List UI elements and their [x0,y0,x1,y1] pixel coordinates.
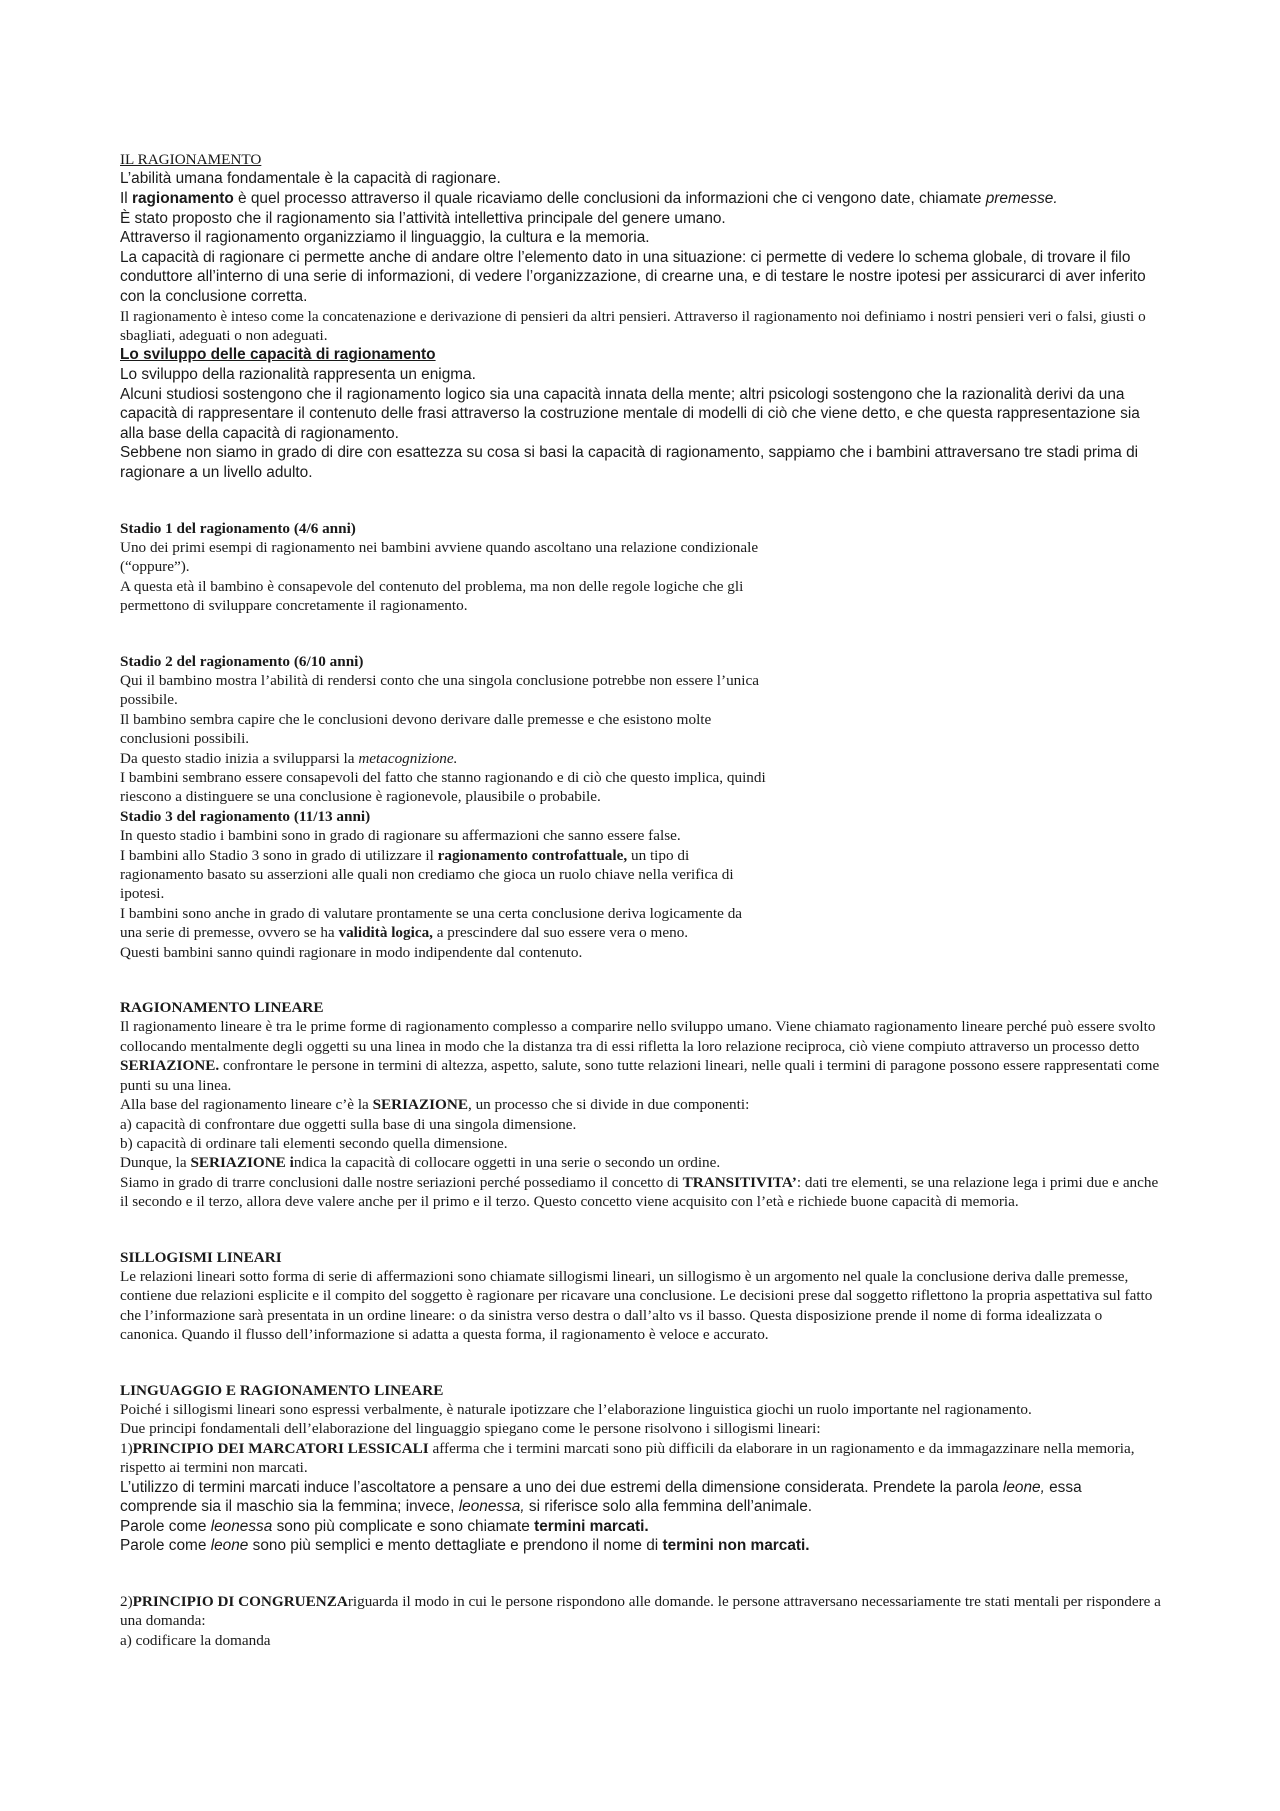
section-title-stadio1: Stadio 1 del ragionamento (4/6 anni) [120,519,356,537]
paragraph: Parole come leonessa sono più complicate e sono chiamate termini marcati. [120,1517,649,1535]
paragraph: Dunque, la SERIAZIONE indica la capacità di collocare oggetti in una serie o secondo un ordine. [120,1154,721,1172]
paragraph: Poiché i sillogismi lineari sono espressi verbalmente, è naturale ipotizzare che l’elaborazione linguistica giochi un ruolo importante nel ragionamento. [120,1400,1032,1418]
paragraph: Qui il bambino mostra l’abilità di rendersi conto che una singola conclusione potrebbe non essere l’unica possibile. [120,671,759,709]
paragraph: I bambini allo Stadio 3 sono in grado di utilizzare il ragionamento controfattuale, un tipo di ragionamento basato su asserzioni alle quali non crediamo che gioca un ruolo chiave nella verifica di ipotesi. [120,846,734,903]
section-title-ragionamento: IL RAGIONAMENTO [120,151,262,168]
paragraph: 2)PRINCIPIO DI CONGRUENZAriguarda il modo in cui le persone rispondono alle domande. le persone attraversano necessariamente tre stati mentali per rispondere a una domanda: [120,1592,1161,1630]
paragraph: È stato proposto che il ragionamento sia l’attività intellettiva principale del genere umano. [120,209,726,227]
section-title-stadio3: Stadio 3 del ragionamento (11/13 anni) [120,807,371,825]
paragraph: a) codificare la domanda [120,1631,271,1649]
paragraph: I bambini sono anche in grado di valutare prontamente se una certa conclusione deriva logicamente da una serie di premesse, ovvero se ha validità logica, a prescindere dal suo essere vera o meno. [120,904,743,942]
paragraph: Parole come leone sono più semplici e mento dettagliate e prendono il nome di termini non marcati. [120,1537,810,1555]
paragraph: L’utilizzo di termini marcati induce l’ascoltatore a pensare a uno dei due estremi della dimensione considerata. Prendete la parola leone, essa comprende sia il maschio sia la femmina; invece, leonessa, si riferisce solo alla femmina dell’animale. [120,1478,1082,1516]
paragraph: Alcuni studiosi sostengono che il ragionamento logico sia una capacità innata della mente; altri psicologi sostengono che la razionalità derivi da una capacità di rappresentare il contenuto delle frasi attraverso la costruzione mentale di modelli di ciò che viene detto, e che questa rappresentazione sia alla base della capacità di ragionamento. [120,385,1140,442]
section-title-sillogismi: SILLOGISMI LINEARI [120,1248,282,1266]
paragraph: A questa età il bambino è consapevole del contenuto del problema, ma non delle regole logiche che gli permettono di sviluppare concretamente il ragionamento. [120,577,744,615]
paragraph: Uno dei primi esempi di ragionamento nei bambini avviene quando ascoltano una relazione condizionale (“oppure”). [120,538,759,576]
paragraph: Lo sviluppo della razionalità rappresenta un enigma. [120,365,476,383]
paragraph: Siamo in grado di trarre conclusioni dalle nostre seriazioni perché possediamo il concetto di TRANSITIVITA’: dati tre elementi, se una relazione lega i primi due e anche il secondo e il terzo, allora deve valere anche per il primo e il terzo. Questo concetto viene acquisito con l’età e richiede buone capacità di memoria. [120,1173,1159,1211]
section-title-linguaggio: LINGUAGGIO E RAGIONAMENTO LINEARE [120,1381,444,1399]
paragraph: b) capacità di ordinare tali elementi secondo quella dimensione. [120,1134,508,1152]
paragraph: La capacità di ragionare ci permette anche di andare oltre l’elemento dato in una situazione: ci permette di vedere lo schema globale, di trovare il filo conduttore all’interno di una serie di informazioni, di vedere l’organizzazione, di crearne una, e di testare le nostre ipotesi per assicurarci di aver inferito con la conclusione corretta. [120,248,1146,305]
document-page [120,150,1162,1650]
paragraph: 1)PRINCIPIO DEI MARCATORI LESSICALI afferma che i termini marcati sono più difficili da elaborare in un ragionamento e da immagazzinare nella memoria, rispetto ai termini non marcati. [120,1439,1135,1477]
section-title-lineare: RAGIONAMENTO LINEARE [120,999,324,1017]
paragraph: Questi bambini sanno quindi ragionare in modo indipendente dal contenuto. [120,943,583,961]
paragraph: L’abilità umana fondamentale è la capacità di ragionare. [120,170,501,188]
paragraph: I bambini sembrano essere consapevoli del fatto che stanno ragionando e di ciò che questo implica, quindi riescono a distinguere se una conclusione è ragionevole, plausibile o probabile. [120,769,766,806]
paragraph: Il ragionamento è quel processo attraverso il quale ricaviamo delle conclusioni da informazioni che ci vengono date, chiamate premesse. [120,190,1058,207]
paragraph: Alla base del ragionamento lineare c’è la SERIAZIONE, un processo che si divide in due componenti: [120,1096,750,1114]
paragraph: In questo stadio i bambini sono in grado di ragionare su affermazioni che sanno essere false. [120,827,681,845]
paragraph: Il ragionamento è inteso come la concatenazione e derivazione di pensieri da altri pensieri. Attraverso il ragionamento noi definiamo i nostri pensieri veri o falsi, giusti o sbagliati, adeguati o non adeguati. [120,307,1146,344]
paragraph: Le relazioni lineari sotto forma di serie di affermazioni sono chiamate sillogismi lineari, un sillogismo è un argomento nel quale la conclusione deriva dalle premesse, contiene due relazioni esplicite e il compito del soggetto è ragionare per ricavare una conclusione. Le decisioni prese dal soggetto riflettono la propria aspettativa sul fatto che l’informazione sarà presentata in un ordine lineare: o da sinistra verso destra o dall’alto vs il basso. Questa disposizione prende il nome di forma idealizzata o canonica. Quando il flusso dell’informazione si adatta a questa forma, il ragionamento è veloce e accurato. [120,1267,1153,1344]
paragraph: Due principi fondamentali dell’elaborazione del linguaggio spiegano come le persone risolvono i sillogismi lineari: [120,1420,821,1438]
paragraph: Da questo stadio inizia a svilupparsi la metacognizione. [120,749,458,767]
paragraph: Il ragionamento lineare è tra le prime forme di ragionamento complesso a comparire nello sviluppo umano. Viene chiamato ragionamento lineare perché può essere svolto collocando mentalmente degli oggetti su una linea in modo che la distanza tra di essi rifletta la loro relazione reciproca, ciò viene compiuto attraverso un processo detto SERIAZIONE. confrontare le persone in termini di altezza, aspetto, salute, sono tutte relazioni lineari, nelle quali i termini di paragone possono essere rappresentati come punti su una linea. [120,1018,1160,1094]
paragraph: Sebbene non siamo in grado di dire con esattezza su cosa si basi la capacità di ragionamento, sappiamo che i bambini attraversano tre stadi prima di ragionare a un livello adulto. [120,444,1139,481]
paragraph: Il bambino sembra capire che le conclusioni devono derivare dalle premesse e che esistono molte conclusioni possibili. [120,710,712,748]
paragraph: a) capacità di confrontare due oggetti sulla base di una singola dimensione. [120,1115,577,1133]
paragraph: Attraverso il ragionamento organizziamo il linguaggio, la cultura e la memoria. [120,229,650,247]
section-title-sviluppo: Lo sviluppo delle capacità di ragionamento [120,346,436,364]
section-title-stadio2: Stadio 2 del ragionamento (6/10 anni) [120,652,364,670]
